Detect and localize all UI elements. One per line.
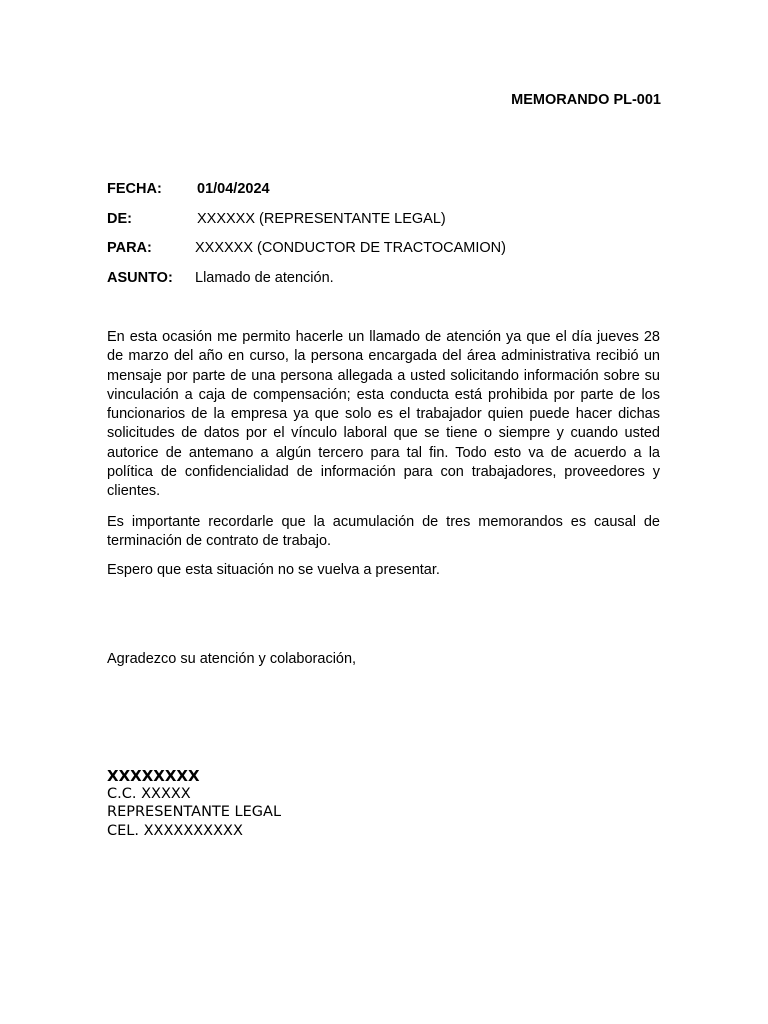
para-value: XXXXXX (CONDUCTOR DE TRACTOCAMION) (195, 240, 506, 256)
asunto-label: ASUNTO: (107, 270, 173, 286)
memo-number: MEMORANDO PL-001 (511, 92, 661, 108)
signature-phone: CEL. XXXXXXXXXX (107, 822, 243, 839)
signature-block (107, 767, 281, 840)
signature-id: C.C. XXXXX (107, 786, 191, 803)
para-label: PARA: (107, 240, 152, 256)
body-paragraph-1: En esta ocasión me permito hacerle un llamado de atención ya que el día jueves 28 de marzo del año en curso, la persona encargada del área administrativa recibió un mensaje por parte de una persona allegada a usted solicitando información sobre su vinculación a caja de compensación; esta conducta está prohibida por parte de los funcionarios de la empresa ya que solo es el trabajador quien puede hacer dichas solicitudes de datos por el vínculo laboral que se tiene o siempre y cuando usted autorice de antemano a algún tercero para tal fin. Todo esto va de acuerdo a la política de confidencialidad de información para con trabajadores, proveedores y clientes. (107, 329, 660, 500)
de-value: XXXXXX (REPRESENTANTE LEGAL) (197, 211, 446, 227)
signature-name: XXXXXXXX (107, 767, 200, 785)
de-label: DE: (107, 211, 132, 227)
asunto-value: Llamado de atención. (195, 270, 334, 286)
body-paragraph-2: Es importante recordarle que la acumulación de tres memorandos es causal de terminación de contrato de trabajo. (107, 514, 660, 550)
fecha-label: FECHA: (107, 181, 162, 197)
body-paragraph-3: Espero que esta situación no se vuelva a presentar. (107, 562, 440, 578)
closing-line: Agradezco su atención y colaboración, (107, 651, 357, 667)
fecha-value: 01/04/2024 (197, 181, 270, 197)
signature-title: REPRESENTANTE LEGAL (107, 804, 282, 821)
